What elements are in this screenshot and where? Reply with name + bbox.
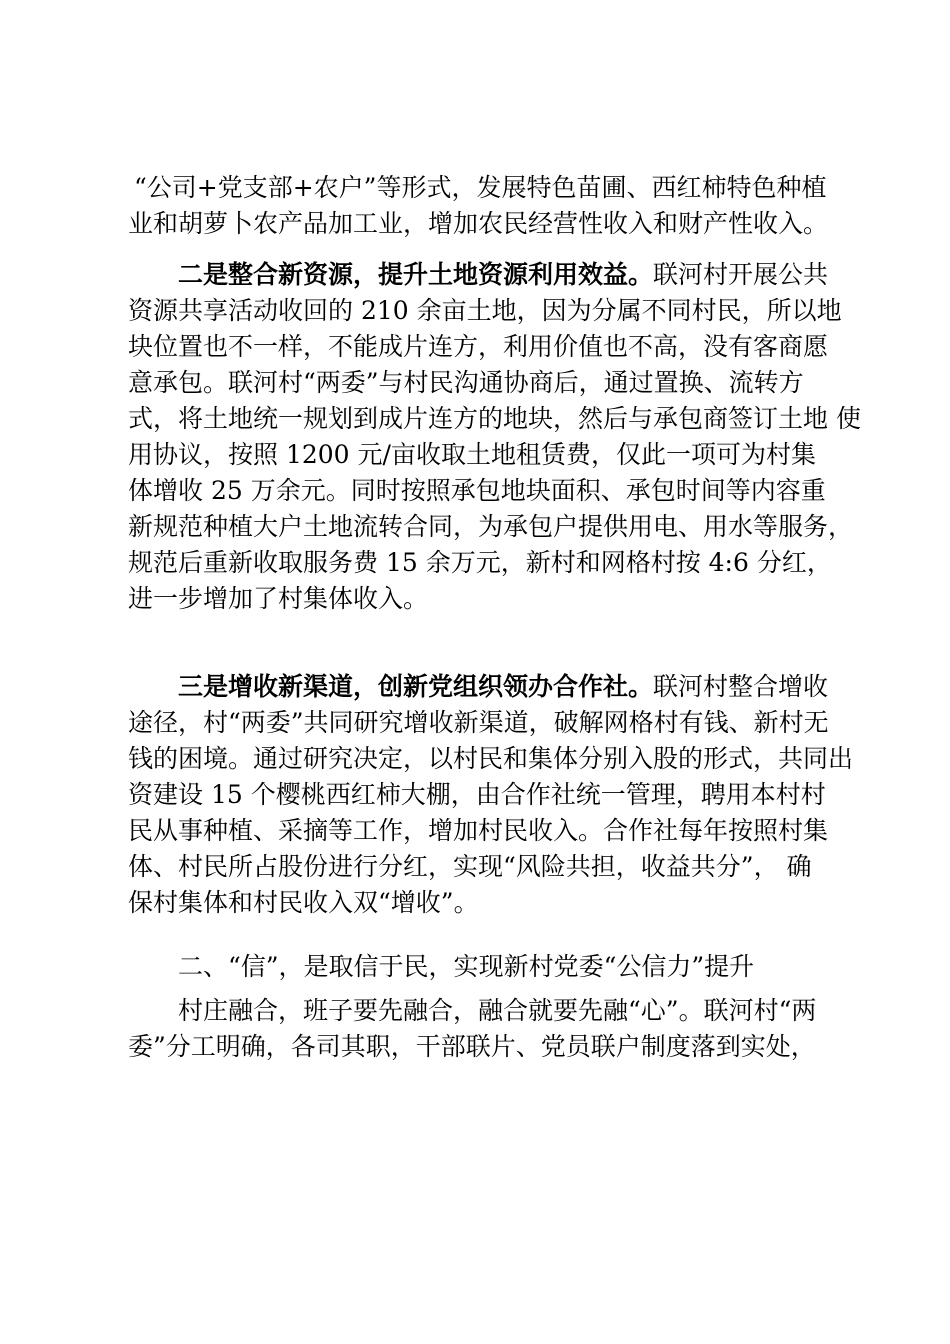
text-line: 意承包。联河村“两委”与村民沟通协商后，通过置换、流转方 — [128, 368, 804, 397]
text-run: 联河村整合增收 — [653, 672, 829, 701]
paragraph-land-resources — [128, 257, 861, 617]
text-line: 新规范种植大户土地流转合同，为承包户提供用电、用水等服务， — [128, 512, 854, 541]
text-line: 保村集体和村民收入双“增收”。 — [128, 888, 479, 917]
text-line: 用协议，按照 1200 元/亩收取土地租赁费，仅此一项可为村集 — [128, 440, 816, 469]
paragraph-continuation — [128, 170, 840, 242]
text-line — [128, 257, 840, 293]
text-line: 块位置也不一样，不能成片连方，利用价值也不高，没有客商愿 — [128, 332, 829, 361]
paragraph-cooperative — [128, 669, 854, 921]
text-line: 进一步增加了村集体收入。 — [128, 584, 429, 613]
text-line: 业和胡萝卜农产品加工业，增加农民经营性收入和财产性收入。 — [128, 209, 829, 238]
paragraph-lead-heading: 三是增收新渠道，创新党组织领办合作社。 — [178, 672, 654, 701]
text-line: “公司+党支部+农户”等形式，发展特色苗圃、西红柿特色种植 — [134, 173, 827, 202]
text-line: 资源共享活动收回的 210 余亩土地，因为分属不同村民，所以地 — [128, 296, 842, 325]
text-line: 体增收 25 万余元。同时按照承包地块面积、承包时间等内容重 — [128, 476, 826, 505]
text-line: 途径，村“两委”共同研究增收新渠道，破解网格村有钱、新村无 — [128, 708, 829, 737]
text-line: 规范后重新收取服务费 15 余万元，新村和网格村按 4:6 分红， — [128, 548, 832, 577]
text-line: 式，将土地统一规划到成片连方的地块，然后与承包商签订土地 使 — [128, 404, 861, 433]
text-line: 委”分工明确，各司其职，干部联片、党员联户制度落到实处， — [128, 1032, 816, 1061]
text-line: 资建设 15 个樱桃西红柿大棚，由合作社统一管理，聘用本村村 — [128, 780, 826, 809]
text-line: 村庄融合，班子要先融合，融合就要先融“心”。联河村“两 — [178, 996, 817, 1025]
text-line: 二、“信”，是取信于民，实现新村党委“公信力”提升 — [178, 952, 755, 981]
text-line: 体、村民所占股份进行分红，实现“风险共担，收益共分”， 确 — [128, 852, 812, 881]
text-line: 钱的困境。通过研究决定，以村民和集体分别入股的形式，共同出 — [128, 744, 854, 773]
text-run: 联河村开展公共 — [653, 260, 829, 289]
paragraph-village-integration — [128, 993, 840, 1065]
paragraph-lead-heading: 二是整合新资源，提升土地资源利用效益。 — [178, 260, 654, 289]
section-heading — [128, 949, 840, 985]
text-line: 民从事种植、采摘等工作，增加村民收入。合作社每年按照村集 — [128, 816, 829, 845]
text-line — [128, 669, 840, 705]
